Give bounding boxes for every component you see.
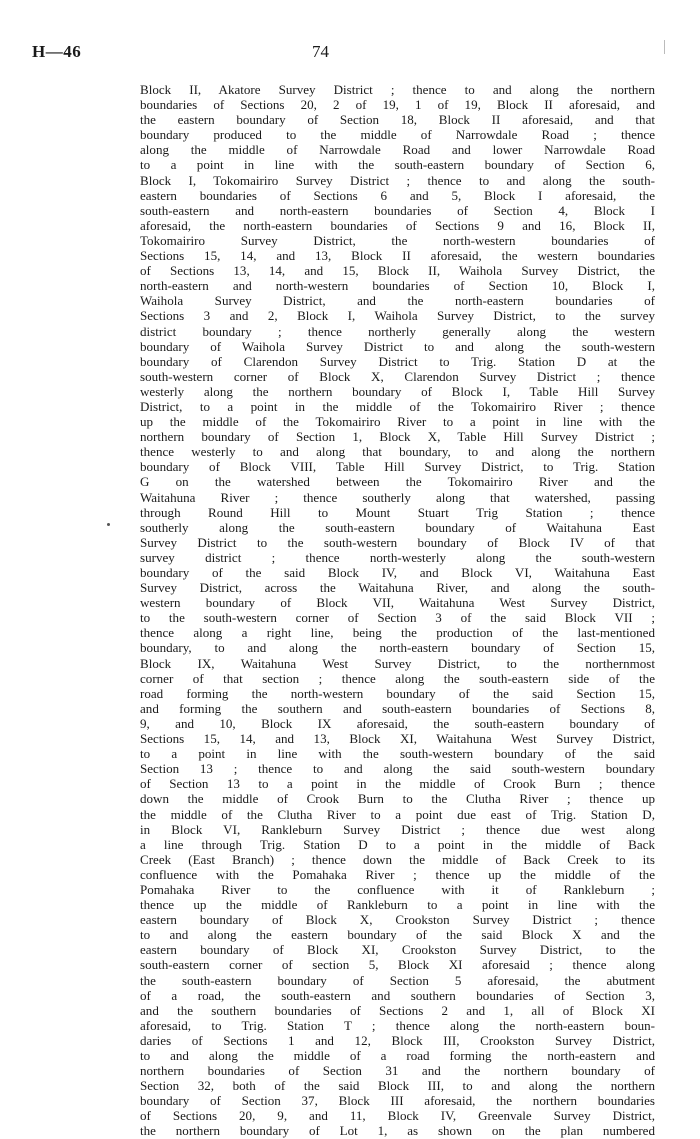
text-line: Pomahaka River to the confluence with it of Rankleburn ;	[140, 881, 655, 897]
body-text	[140, 82, 655, 1139]
text-line: Block II, Akatore Survey District ; thence to and along the northern	[140, 82, 655, 97]
text-line: in Block VI, Rankleburn Survey District ; thence due west along	[140, 821, 655, 837]
text-line: boundary of Section 37, Block III aforesaid, the northern boundaries	[140, 1093, 655, 1109]
text-line: down the middle of Crook Burn to the Clutha River ; thence up	[140, 791, 655, 807]
text-line: district boundary ; thence northerly generally along the western	[140, 323, 655, 339]
text-line: of Sections 20, 9, and 11, Block IV, Greenvale Survey District,	[140, 1108, 655, 1124]
text-line: northern boundary of Section 1, Block X, Table Hill Survey District ;	[140, 429, 655, 445]
text-line: aforesaid, to Trig. Station T ; thence along the north-eastern boun-	[140, 1017, 655, 1033]
text-line: boundary of Block VIII, Table Hill Survey District, to Trig. Station	[140, 459, 655, 475]
text-line: south-eastern corner of section 5, Block XI aforesaid ; thence along	[140, 957, 655, 973]
text-line: the middle of the Clutha River to a point due east of Trig. Station D,	[140, 806, 655, 822]
text-line: boundary of Clarendon Survey District to Trig. Station D at the	[140, 353, 655, 369]
text-line: the south-eastern boundary of Section 5 aforesaid, the abutment	[140, 972, 655, 988]
margin-dot	[107, 523, 110, 526]
text-line: 9, and 10, Block IX aforesaid, the south-eastern boundary of	[140, 715, 655, 731]
text-line: confluence with the Pomahaka River ; thence up the middle of the	[140, 866, 655, 882]
text-line: Creek (East Branch) ; thence down the middle of Back Creek to its	[140, 851, 655, 867]
text-line: Block I, Tokomairiro Survey District ; thence to and along the south-	[140, 172, 655, 188]
text-line: to a point in line with the south-western boundary of the said	[140, 746, 655, 762]
text-line: survey district ; thence north-westerly along the south-western	[140, 549, 655, 565]
text-line: south-western corner of Block X, Clarendon Survey District ; thence	[140, 368, 655, 384]
text-line: Survey District to the south-western boundary of Block IV of that	[140, 534, 655, 550]
text-line: District, to a point in the middle of the Tokomairiro River ; thence	[140, 398, 655, 414]
text-line: of a road, the south-eastern and southern boundaries of Section 3,	[140, 987, 655, 1003]
text-line: Survey District, across the Waitahuna River, and along the south-	[140, 580, 655, 596]
text-line: and forming the southern and south-eastern boundaries of Sections 8,	[140, 700, 655, 716]
text-line: to a point in line with the south-eastern boundary of Section 6,	[140, 157, 655, 173]
text-line: to the south-western corner of Section 3 of the said Block VII ;	[140, 610, 655, 626]
text-line: boundary of the said Block IV, and Block VI, Waitahuna East	[140, 565, 655, 580]
text-line: thence westerly to and along that boundary, to and along the northern	[140, 444, 655, 460]
text-line: eastern boundaries of Sections 6 and 5, Block I aforesaid, the	[140, 187, 655, 203]
text-line: boundary produced to the middle of Narrowdale Road ; thence	[140, 127, 655, 143]
text-line: of Sections 13, 14, and 15, Block II, Waihola Survey District, the	[140, 263, 655, 279]
edge-mark	[664, 40, 665, 54]
text-line: corner of that section ; thence along the south-eastern side of the	[140, 670, 655, 686]
text-line: Sections 15, 14, and 13, Block II aforesaid, the western boundaries	[140, 248, 655, 264]
text-line: thence up the middle of Rankleburn to a point in line with the	[140, 897, 655, 913]
text-line: up the middle of the Tokomairiro River to a point in line with the	[140, 414, 655, 430]
text-line: Block IX, Waitahuna West Survey District, to the northernmost	[140, 655, 655, 671]
text-line: G on the watershed between the Tokomairiro River and the	[140, 474, 655, 490]
text-line: the northern boundary of Lot 1, as shown on the plan numbered	[140, 1123, 655, 1139]
text-line: Section 32, both of the said Block III, to and along the northern	[140, 1078, 655, 1094]
page-number: 74	[312, 42, 329, 61]
text-line: to and along the middle of a road forming the north-eastern and	[140, 1048, 655, 1063]
text-line: Sections 15, 14, and 13, Block XI, Waitahuna West Survey District,	[140, 731, 655, 747]
text-line: daries of Sections 1 and 12, Block III, Crookston Survey District,	[140, 1032, 655, 1048]
text-line: southerly along the south-eastern boundary of Waitahuna East	[140, 519, 655, 535]
text-line: Waihola Survey District, and the north-eastern boundaries of	[140, 293, 655, 309]
text-line: western boundary of Block VII, Waitahuna West Survey District,	[140, 595, 655, 611]
text-line: Sections 3 and 2, Block I, Waihola Survey District, to the survey	[140, 308, 655, 324]
text-line: eastern boundary of Block XI, Crookston Survey District, to the	[140, 942, 655, 958]
text-line: the eastern boundary of Section 18, Block II aforesaid, and that	[140, 112, 655, 128]
text-line: Section 13 ; thence to and along the said south-western boundary	[140, 761, 655, 777]
text-line: aforesaid, the north-eastern boundaries of Sections 9 and 16, Block II,	[140, 217, 655, 233]
text-line: northern boundaries of Section 31 and the northern boundary of	[140, 1063, 655, 1079]
text-line: boundaries of Sections 20, 2 of 19, 1 of 19, Block II aforesaid, and	[140, 97, 655, 113]
page-header-ref: H—46	[32, 42, 82, 61]
text-line: through Round Hill to Mount Stuart Trig Station ; thence	[140, 504, 655, 520]
text-line: south-eastern and north-eastern boundaries of Section 4, Block I	[140, 202, 655, 218]
text-line: eastern boundary of Block X, Crookston Survey District ; thence	[140, 912, 655, 928]
text-line: thence along a right line, being the production of the last-mentioned	[140, 625, 655, 641]
text-line: north-eastern and north-western boundaries of Section 10, Block I,	[140, 278, 655, 294]
text-line: and the southern boundaries of Sections 2 and 1, all of Block XI	[140, 1002, 655, 1018]
text-line: a line through Trig. Station D to a point in the middle of Back	[140, 836, 655, 852]
text-line: westerly along the northern boundary of Block I, Table Hill Survey	[140, 383, 655, 399]
text-line: along the middle of Narrowdale Road and lower Narrowdale Road	[140, 142, 655, 158]
text-line: of Section 13 to a point in the middle of Crook Burn ; thence	[140, 776, 655, 792]
text-line: boundary, to and along the north-eastern boundary of Section 15,	[140, 640, 655, 656]
text-line: Waitahuna River ; thence southerly along that watershed, passing	[140, 489, 655, 505]
text-line: boundary of Waihola Survey District to and along the south-western	[140, 338, 655, 354]
text-line: Tokomairiro Survey District, the north-western boundaries of	[140, 232, 655, 248]
text-line: road forming the north-western boundary of the said Section 15,	[140, 685, 655, 701]
text-line: to and along the eastern boundary of the said Block X and the	[140, 927, 655, 943]
